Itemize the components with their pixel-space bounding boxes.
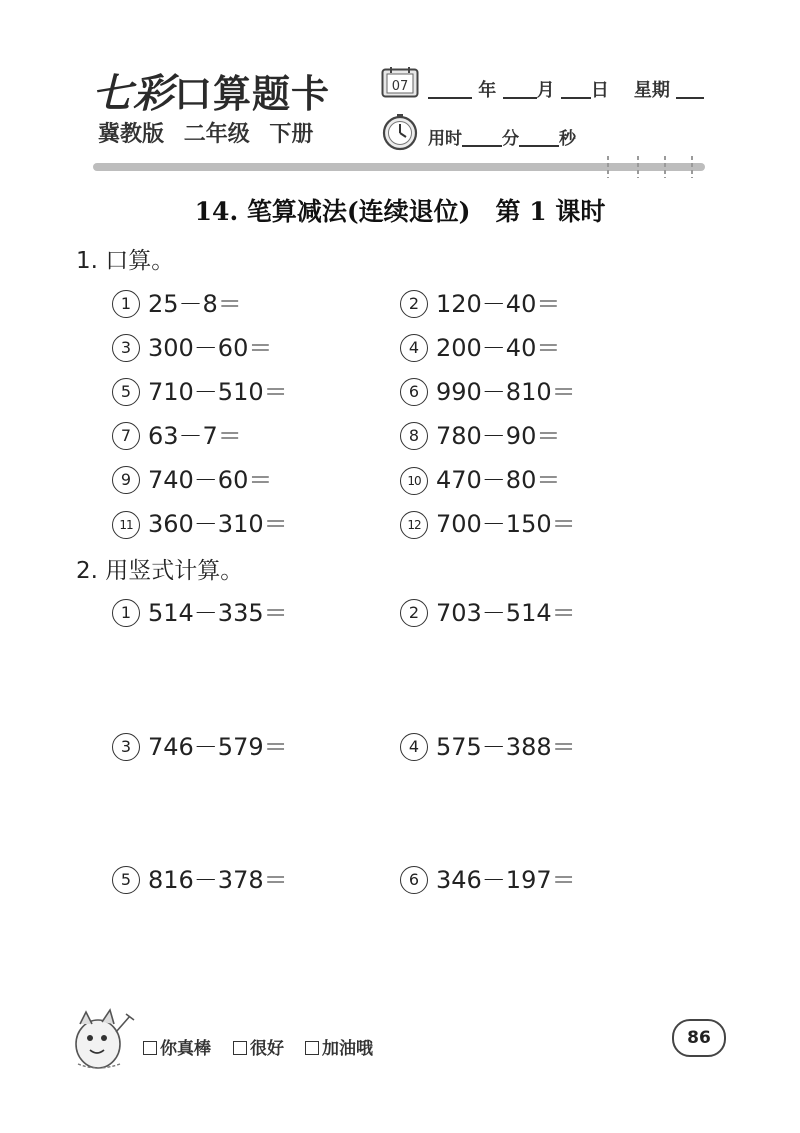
problem-expression: 990－810＝ [436, 378, 576, 406]
problem-number: 1 [112, 599, 140, 627]
problem-number: 2 [400, 290, 428, 318]
oral-problem [112, 416, 242, 451]
problem-number: 3 [112, 334, 140, 362]
problem-number: 10 [400, 467, 428, 495]
problem-number: 9 [112, 466, 140, 494]
problem-expression: 25－8＝ [148, 290, 242, 318]
header-divider [93, 163, 705, 171]
problem-number: 7 [112, 422, 140, 450]
problem-number: 4 [400, 733, 428, 761]
problem-number: 6 [400, 378, 428, 406]
problem-expression: 575－388＝ [436, 733, 576, 761]
problem-expression: 300－60＝ [148, 334, 273, 362]
problem-number: 8 [400, 422, 428, 450]
section2-heading: 2. 用竖式计算。 [76, 558, 244, 584]
problem-expression: 470－80＝ [436, 466, 561, 494]
brand-title-part1: 七彩 [92, 70, 174, 117]
divider-tick [636, 156, 640, 178]
oral-problem [400, 372, 576, 407]
oral-problem [112, 284, 242, 319]
problem-expression: 780－90＝ [436, 422, 561, 450]
brand-title [92, 62, 330, 119]
problem-expression: 200－40＝ [436, 334, 561, 362]
rating-option[interactable] [143, 1034, 211, 1059]
divider-tick [663, 156, 667, 178]
section1-heading: 1. 口算。 [76, 248, 175, 274]
page-number: 86 [672, 1019, 726, 1057]
second-blank[interactable] [519, 145, 559, 147]
oral-problem [112, 328, 272, 363]
year-label: 年 [478, 80, 497, 101]
vertical-problem [400, 593, 576, 628]
problem-number: 1 [112, 290, 140, 318]
oral-problem [400, 328, 560, 363]
problem-number: 2 [400, 599, 428, 627]
problem-number: 5 [112, 866, 140, 894]
problem-expression: 700－150＝ [436, 510, 576, 538]
time-used-label: 用时 [428, 129, 462, 149]
oral-problem [400, 460, 560, 495]
calendar-icon [381, 66, 419, 98]
vertical-problem [112, 727, 288, 762]
rating-checkbox[interactable] [233, 1041, 247, 1055]
problem-number: 6 [400, 866, 428, 894]
rating-label: 你真棒 [160, 1039, 211, 1059]
edition-label: 冀教版 [98, 122, 165, 147]
vertical-problem [400, 860, 576, 895]
rating-option[interactable] [233, 1034, 284, 1059]
problem-expression: 360－310＝ [148, 510, 288, 538]
problem-expression: 514－335＝ [148, 599, 288, 627]
oral-problem [112, 372, 288, 407]
problem-expression: 63－7＝ [148, 422, 242, 450]
vertical-problem [112, 593, 288, 628]
weekday-blank[interactable] [676, 97, 704, 99]
problem-number: 5 [112, 378, 140, 406]
minute-label: 分 [502, 129, 519, 149]
problem-number: 3 [112, 733, 140, 761]
month-blank[interactable] [503, 97, 537, 99]
calendar-day: 07 [391, 79, 409, 94]
brand-title-part2: 口算题卡 [174, 71, 331, 116]
problem-expression: 816－378＝ [148, 866, 288, 894]
oral-problem [400, 504, 576, 539]
rating-checkbox[interactable] [143, 1041, 157, 1055]
rating-option[interactable] [305, 1034, 373, 1059]
grade-label: 二年级 [183, 122, 250, 147]
mascot-icon [68, 1002, 140, 1072]
problem-number: 11 [112, 511, 140, 539]
problem-expression: 346－197＝ [436, 866, 576, 894]
day-blank[interactable] [561, 97, 591, 99]
problem-expression: 710－510＝ [148, 378, 288, 406]
problem-expression: 120－40＝ [436, 290, 561, 318]
problem-number: 12 [400, 511, 428, 539]
weekday-label: 星期 [633, 80, 670, 101]
second-label: 秒 [559, 129, 576, 149]
oral-problem [112, 460, 272, 495]
oral-problem [400, 416, 560, 451]
problem-expression: 703－514＝ [436, 599, 576, 627]
oral-problem [400, 284, 560, 319]
problem-number: 4 [400, 334, 428, 362]
rating-label: 很好 [250, 1039, 284, 1059]
vertical-problem [400, 727, 576, 762]
day-label: 日 [590, 80, 609, 101]
divider-tick [690, 156, 694, 178]
vertical-problem [112, 860, 288, 895]
divider-tick [606, 156, 610, 178]
time-line [428, 124, 576, 149]
year-blank[interactable] [428, 97, 472, 99]
date-line [428, 76, 704, 102]
oral-problem [112, 504, 288, 539]
rating-checkbox[interactable] [305, 1041, 319, 1055]
problem-expression: 740－60＝ [148, 466, 273, 494]
minute-blank[interactable] [462, 145, 502, 147]
rating-label: 加油哦 [322, 1039, 373, 1059]
volume-label: 下册 [269, 122, 314, 147]
problem-expression: 746－579＝ [148, 733, 288, 761]
edition-line [98, 117, 313, 148]
lesson-title: 14. 笔算减法(连续退位) 第 1 课时 [194, 197, 606, 226]
clock-icon [381, 113, 419, 151]
month-label: 月 [536, 80, 555, 101]
